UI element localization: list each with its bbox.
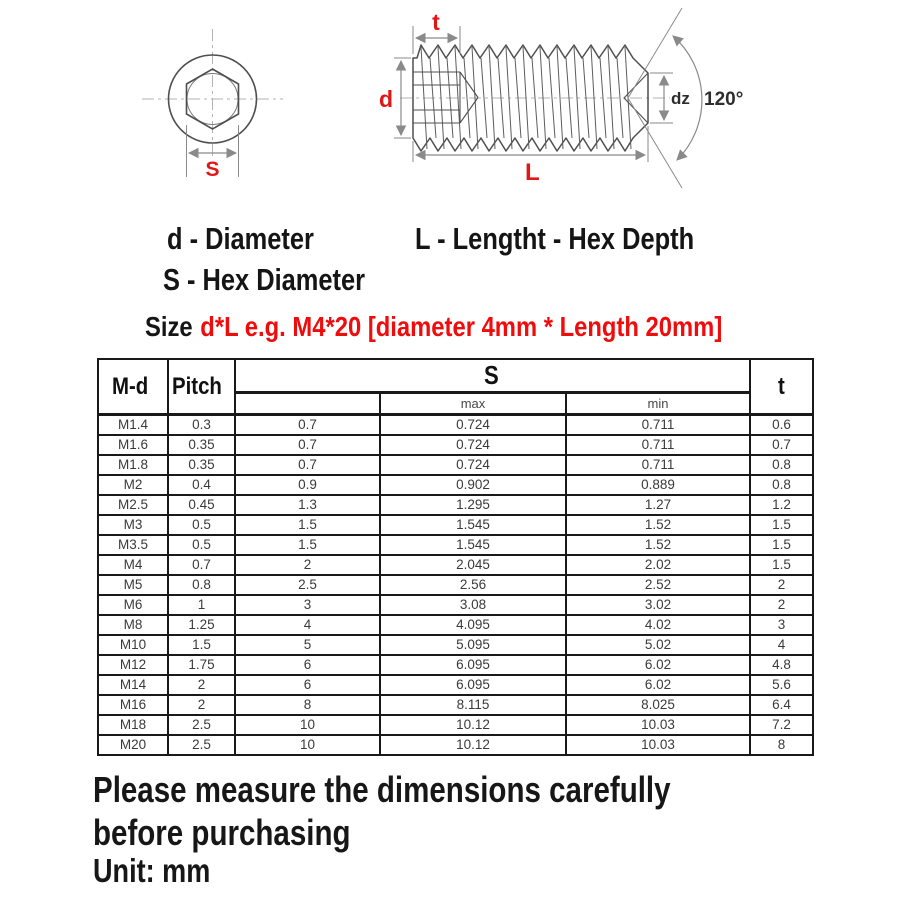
table-cell: 1.25: [168, 615, 235, 635]
table-cell: 6.095: [380, 675, 566, 695]
table-cell: 2: [750, 595, 813, 615]
definition-S: [163, 262, 409, 298]
table-cell: 7.2: [750, 715, 813, 735]
table-cell: M14: [98, 675, 168, 695]
centerlines: [142, 29, 283, 159]
table-row: [98, 715, 813, 735]
table-cell: 1.545: [380, 535, 566, 555]
table-cell: 8: [235, 695, 380, 715]
table-cell: 4: [750, 635, 813, 655]
dim-label-L: L: [525, 159, 540, 186]
table-cell: 0.5: [168, 515, 235, 535]
table-cell: 0.7: [235, 435, 380, 455]
table-cell: 2: [750, 575, 813, 595]
hex-socket-front-view: [140, 25, 290, 185]
set-screw-side-view: [370, 0, 800, 200]
table-cell: 8: [750, 735, 813, 755]
definition-d: [167, 221, 346, 257]
table-cell: M8: [98, 615, 168, 635]
table-cell: 5.6: [750, 675, 813, 695]
table-cell: 2: [235, 555, 380, 575]
table-cell: 2: [168, 695, 235, 715]
table-cell: 0.8: [750, 455, 813, 475]
table-cell: 0.7: [235, 455, 380, 475]
table-row: [98, 475, 813, 495]
table-cell: 4.095: [380, 615, 566, 635]
table-cell: 0.5: [168, 535, 235, 555]
table-cell: 1.52: [566, 535, 750, 555]
table-cell: 1: [168, 595, 235, 615]
table-cell: 0.902: [380, 475, 566, 495]
dim-label-dz: dz: [671, 89, 690, 108]
table-cell: 10: [235, 715, 380, 735]
table-cell: 6.4: [750, 695, 813, 715]
table-cell: 0.711: [566, 435, 750, 455]
table-row: [98, 415, 813, 436]
table-cell: 1.545: [380, 515, 566, 535]
table-cell: 1.5: [235, 515, 380, 535]
table-cell: 0.7: [168, 555, 235, 575]
table-cell: 2: [168, 675, 235, 695]
table-cell: 1.5: [750, 535, 813, 555]
table-cell: 0.6: [750, 415, 813, 436]
table-cell: 6: [235, 655, 380, 675]
table-cell: 1.75: [168, 655, 235, 675]
table-cell: 1.5: [750, 555, 813, 575]
dim-label-s: S: [205, 158, 220, 181]
spec-table: [97, 358, 814, 756]
table-row: [98, 515, 813, 535]
table-cell: 1.5: [235, 535, 380, 555]
table-cell: 0.7: [750, 435, 813, 455]
table-cell: 2.5: [168, 735, 235, 755]
table-cell: 2.52: [566, 575, 750, 595]
table-cell: 5: [235, 635, 380, 655]
table-cell: 0.45: [168, 495, 235, 515]
table-cell: 0.8: [168, 575, 235, 595]
table-row: [98, 595, 813, 615]
table-cell: 4: [235, 615, 380, 635]
table-row: [98, 455, 813, 475]
table-cell: 1.52: [566, 515, 750, 535]
table-cell: M1.8: [98, 455, 168, 475]
table-cell: 10.03: [566, 715, 750, 735]
table-cell: M18: [98, 715, 168, 735]
table-row: [98, 655, 813, 675]
table-cell: 10: [235, 735, 380, 755]
table-cell: 0.7: [235, 415, 380, 436]
table-row: [98, 555, 813, 575]
subheader-max: max: [380, 393, 566, 415]
table-row: [98, 695, 813, 715]
table-cell: M1.4: [98, 415, 168, 436]
table-cell: 0.35: [168, 435, 235, 455]
definition-S-text: S - Hex Diameter: [163, 262, 366, 297]
table-cell: 3.08: [380, 595, 566, 615]
table-cell: 10.03: [566, 735, 750, 755]
subheader-min: min: [566, 393, 750, 415]
table-cell: 0.9: [235, 475, 380, 495]
table-cell: M12: [98, 655, 168, 675]
spec-table-body: [98, 415, 813, 756]
table-cell: 6.095: [380, 655, 566, 675]
table-cell: M1.6: [98, 435, 168, 455]
table-cell: M3.5: [98, 535, 168, 555]
table-cell: 2.02: [566, 555, 750, 575]
table-cell: 1.2: [750, 495, 813, 515]
table-row: [98, 435, 813, 455]
table-row: [98, 615, 813, 635]
dim-label-d: d: [379, 86, 394, 112]
table-cell: 2.5: [235, 575, 380, 595]
footer-note-line1: Please measure the dimensions carefully: [93, 769, 671, 810]
definition-L-t: [415, 221, 755, 257]
table-cell: M5: [98, 575, 168, 595]
table-cell: 10.12: [380, 715, 566, 735]
table-cell: 0.724: [380, 435, 566, 455]
table-cell: 5.095: [380, 635, 566, 655]
table-cell: 2.56: [380, 575, 566, 595]
table-cell: M2: [98, 475, 168, 495]
footer-note-line2: before purchasing: [93, 812, 351, 853]
size-note: [145, 311, 824, 343]
table-cell: 0.711: [566, 455, 750, 475]
table-cell: M4: [98, 555, 168, 575]
size-note-prefix: Size: [145, 311, 193, 342]
table-cell: 6: [235, 675, 380, 695]
table-cell: 0.711: [566, 415, 750, 436]
table-cell: 0.889: [566, 475, 750, 495]
table-row: [98, 535, 813, 555]
table-cell: 4.02: [566, 615, 750, 635]
table-cell: 1.5: [750, 515, 813, 535]
table-cell: 1.3: [235, 495, 380, 515]
table-cell: M2.5: [98, 495, 168, 515]
table-row: [98, 735, 813, 755]
table-cell: M10: [98, 635, 168, 655]
table-cell: 3: [235, 595, 380, 615]
table-cell: M20: [98, 735, 168, 755]
table-cell: 0.724: [380, 415, 566, 436]
table-cell: 2.045: [380, 555, 566, 575]
table-cell: M3: [98, 515, 168, 535]
definition-d-text: d - Diameter: [167, 221, 314, 256]
table-cell: 10.12: [380, 735, 566, 755]
table-cell: 1.295: [380, 495, 566, 515]
table-cell: 0.35: [168, 455, 235, 475]
header-t: t: [750, 359, 813, 415]
table-cell: 8.025: [566, 695, 750, 715]
table-cell: M6: [98, 595, 168, 615]
table-cell: M16: [98, 695, 168, 715]
header-m-d: M-d: [98, 359, 168, 415]
table-cell: 0.724: [380, 455, 566, 475]
table-cell: 0.4: [168, 475, 235, 495]
header-pitch: Pitch: [168, 359, 235, 415]
subheader-nominal: [235, 393, 380, 415]
angle-label: 120°: [704, 89, 744, 110]
table-cell: 6.02: [566, 675, 750, 695]
dim-label-t: t: [432, 9, 440, 35]
table-cell: 3: [750, 615, 813, 635]
footer-unit: Unit: mm: [93, 852, 211, 889]
table-cell: 4.8: [750, 655, 813, 675]
table-row: [98, 635, 813, 655]
header-row-1: [98, 359, 813, 393]
table-row: [98, 575, 813, 595]
table-row: [98, 495, 813, 515]
table-cell: 0.3: [168, 415, 235, 436]
table-cell: 3.02: [566, 595, 750, 615]
definition-L-t-text: L - Lengtht - Hex Depth: [415, 221, 695, 256]
table-cell: 2.5: [168, 715, 235, 735]
table-row: [98, 675, 813, 695]
table-cell: 1.27: [566, 495, 750, 515]
table-cell: 0.8: [750, 475, 813, 495]
table-cell: 6.02: [566, 655, 750, 675]
table-cell: 8.115: [380, 695, 566, 715]
table-cell: 5.02: [566, 635, 750, 655]
header-s: S: [235, 359, 750, 393]
table-cell: 1.5: [168, 635, 235, 655]
size-note-highlight: d*L e.g. M4*20 [diameter 4mm * Length 20mm]: [200, 311, 723, 342]
